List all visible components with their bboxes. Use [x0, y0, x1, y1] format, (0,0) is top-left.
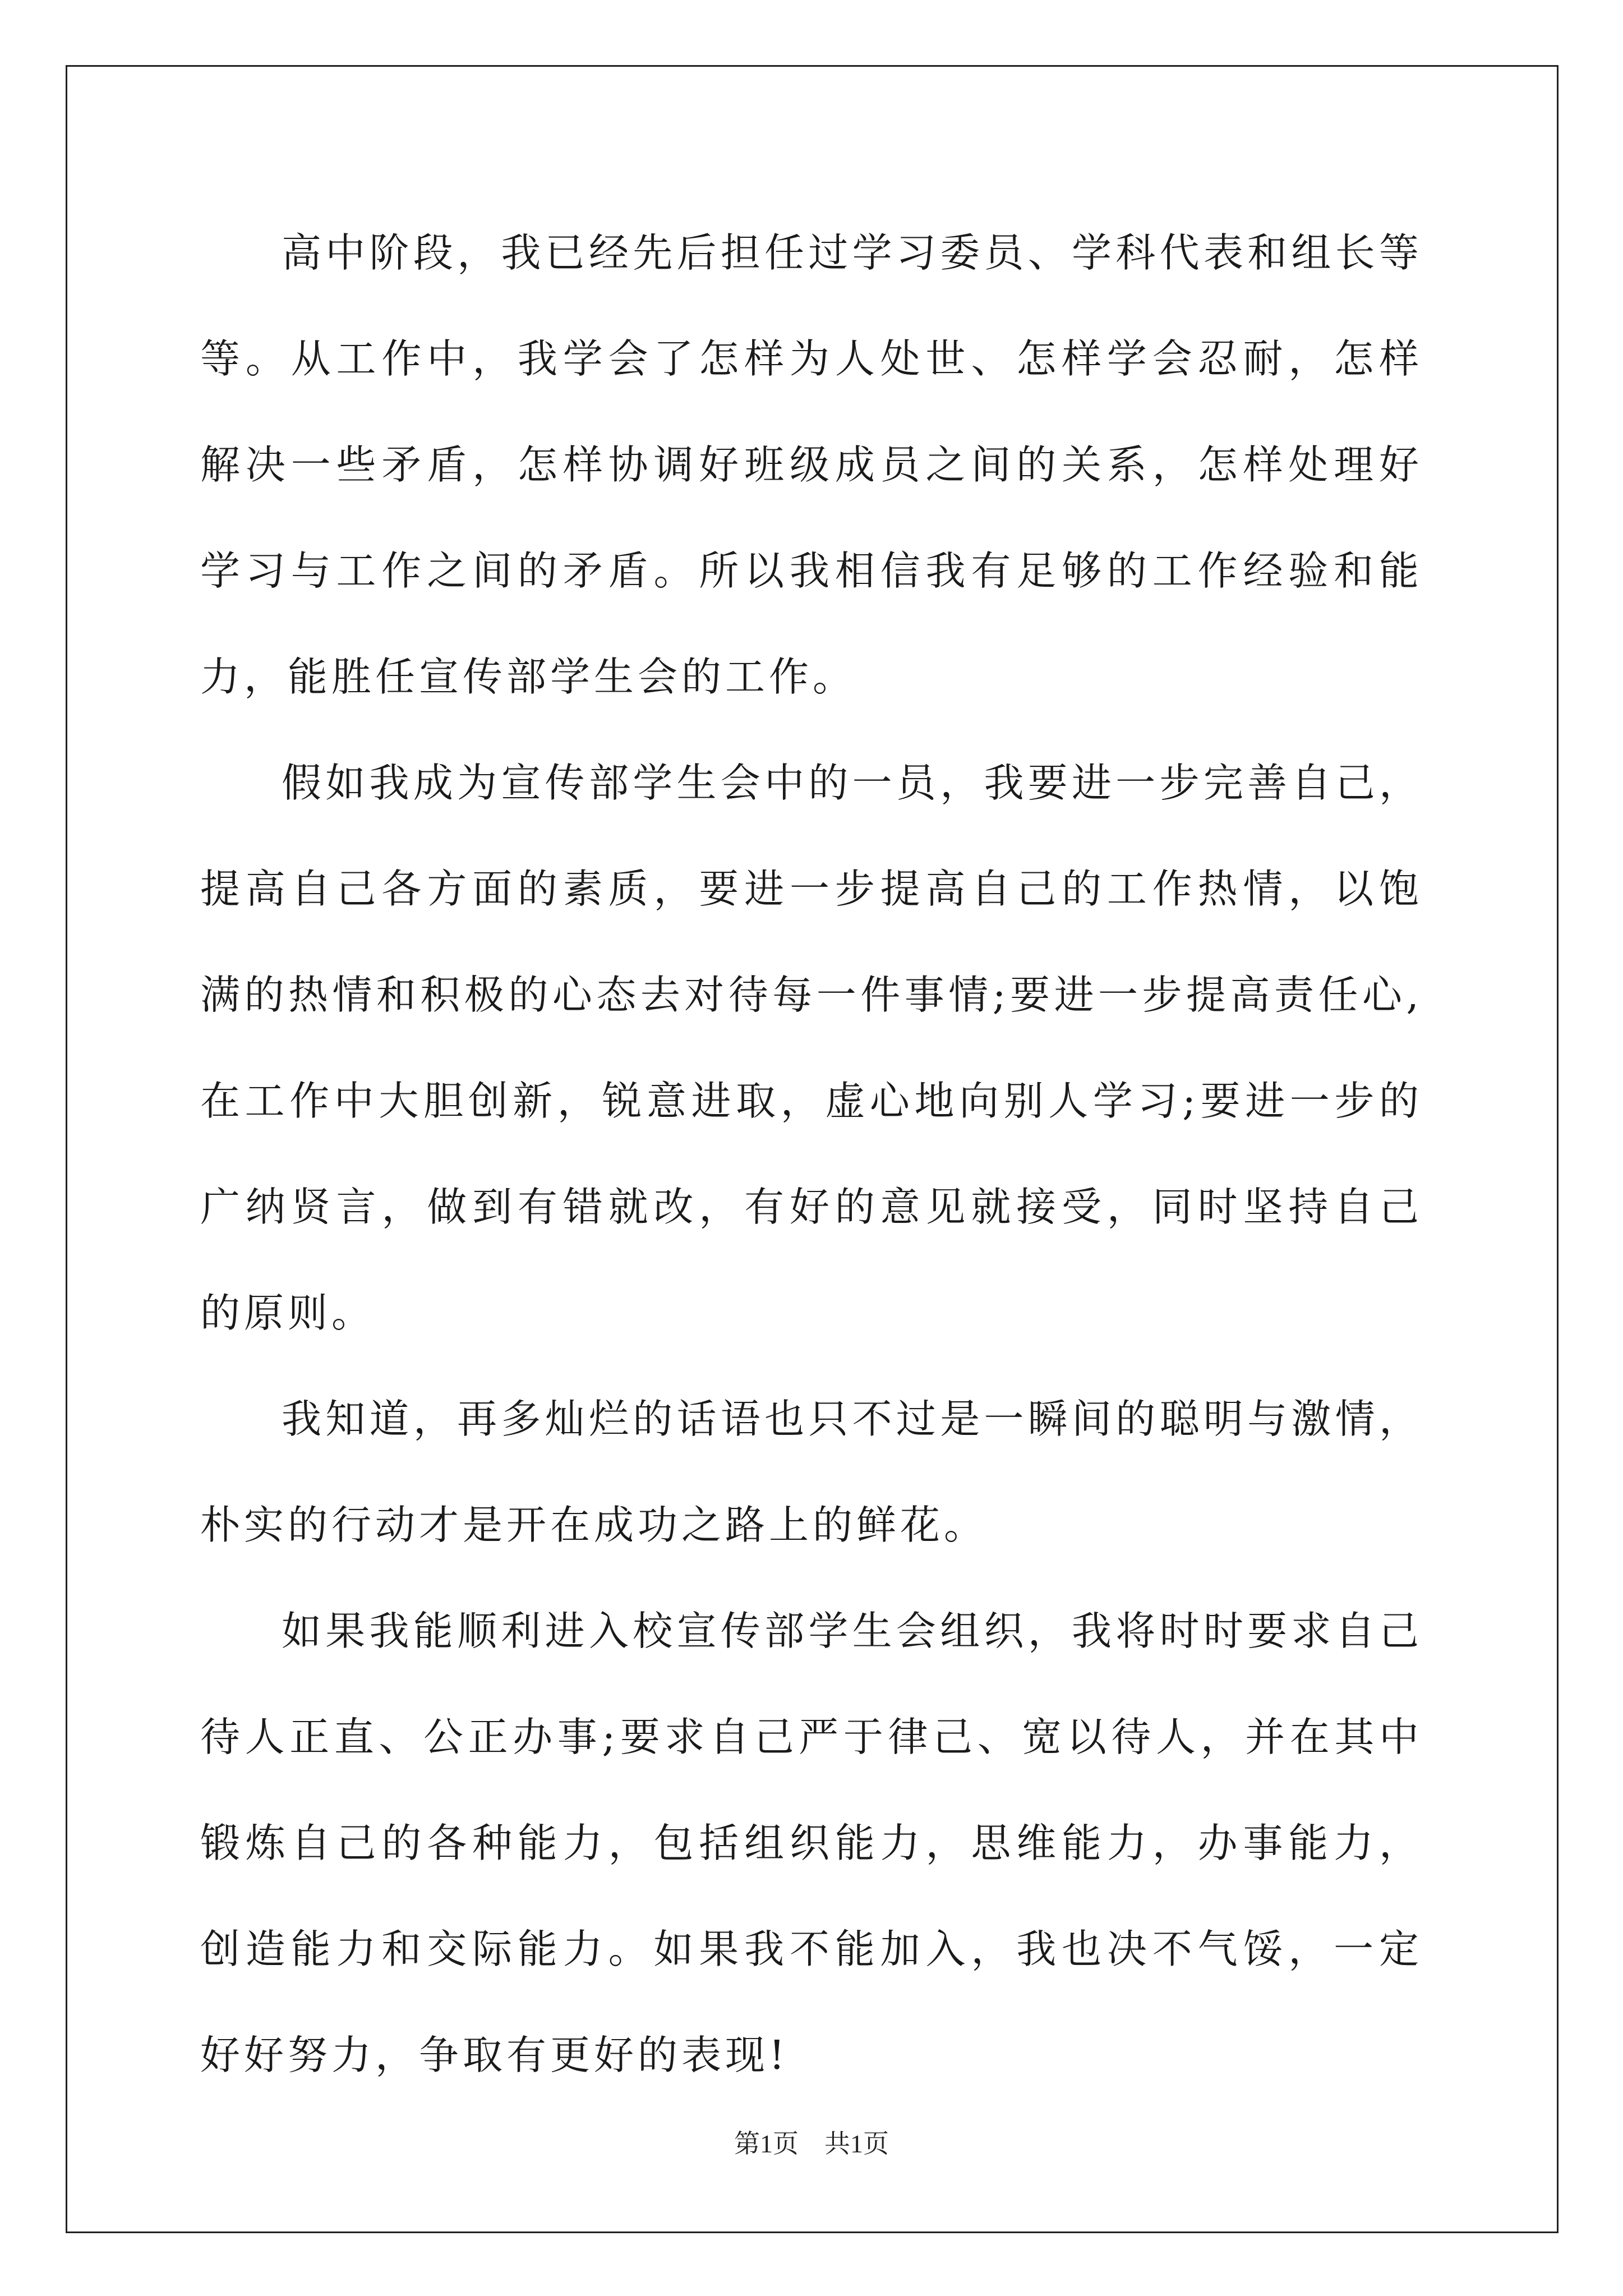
- page-footer: [0, 2123, 1623, 2160]
- document-body: [200, 200, 1423, 2108]
- paragraph: 假如我成为宣传部学生会中的一员，我要进一步完善自己，提高自己各方面的素质，要进一步提高自己的工作热情，以饱满的热情和积极的心态去对待每一件事情;要进一步提高责任心,在工作中大胆创新，锐意进取，虚心地向别人学习;要进一步的广纳贤言，做到有错就改，有好的意见就接受，同时坚持自己的原则。: [200, 760, 1423, 1336]
- paragraph: 高中阶段，我已经先后担任过学习委员、学科代表和组长等等。从工作中，我学会了怎样为人处世、怎样学会忍耐，怎样解决一些矛盾，怎样协调好班级成员之间的关系，怎样处理好学习与工作之间的矛盾。所以我相信我有足够的工作经验和能力，能胜任宣传部学生会的工作。: [200, 229, 1423, 700]
- paragraph: 我知道，再多灿烂的话语也只不过是一瞬间的聪明与激情，朴实的行动才是开在成功之路上的鲜花。: [200, 1396, 1423, 1548]
- paragraph: 如果我能顺利进入校宣传部学生会组织，我将时时要求自己待人正直、公正办事;要求自己严于律己、宽以待人，并在其中锻炼自己的各种能力，包括组织能力，思维能力，办事能力，创造能力和交际能力。如果我不能加入，我也决不气馁，一定好好努力，争取有更好的表现!: [200, 1608, 1423, 2078]
- page-number: 第1页: [734, 2129, 799, 2158]
- page-total: 共1页: [824, 2129, 889, 2158]
